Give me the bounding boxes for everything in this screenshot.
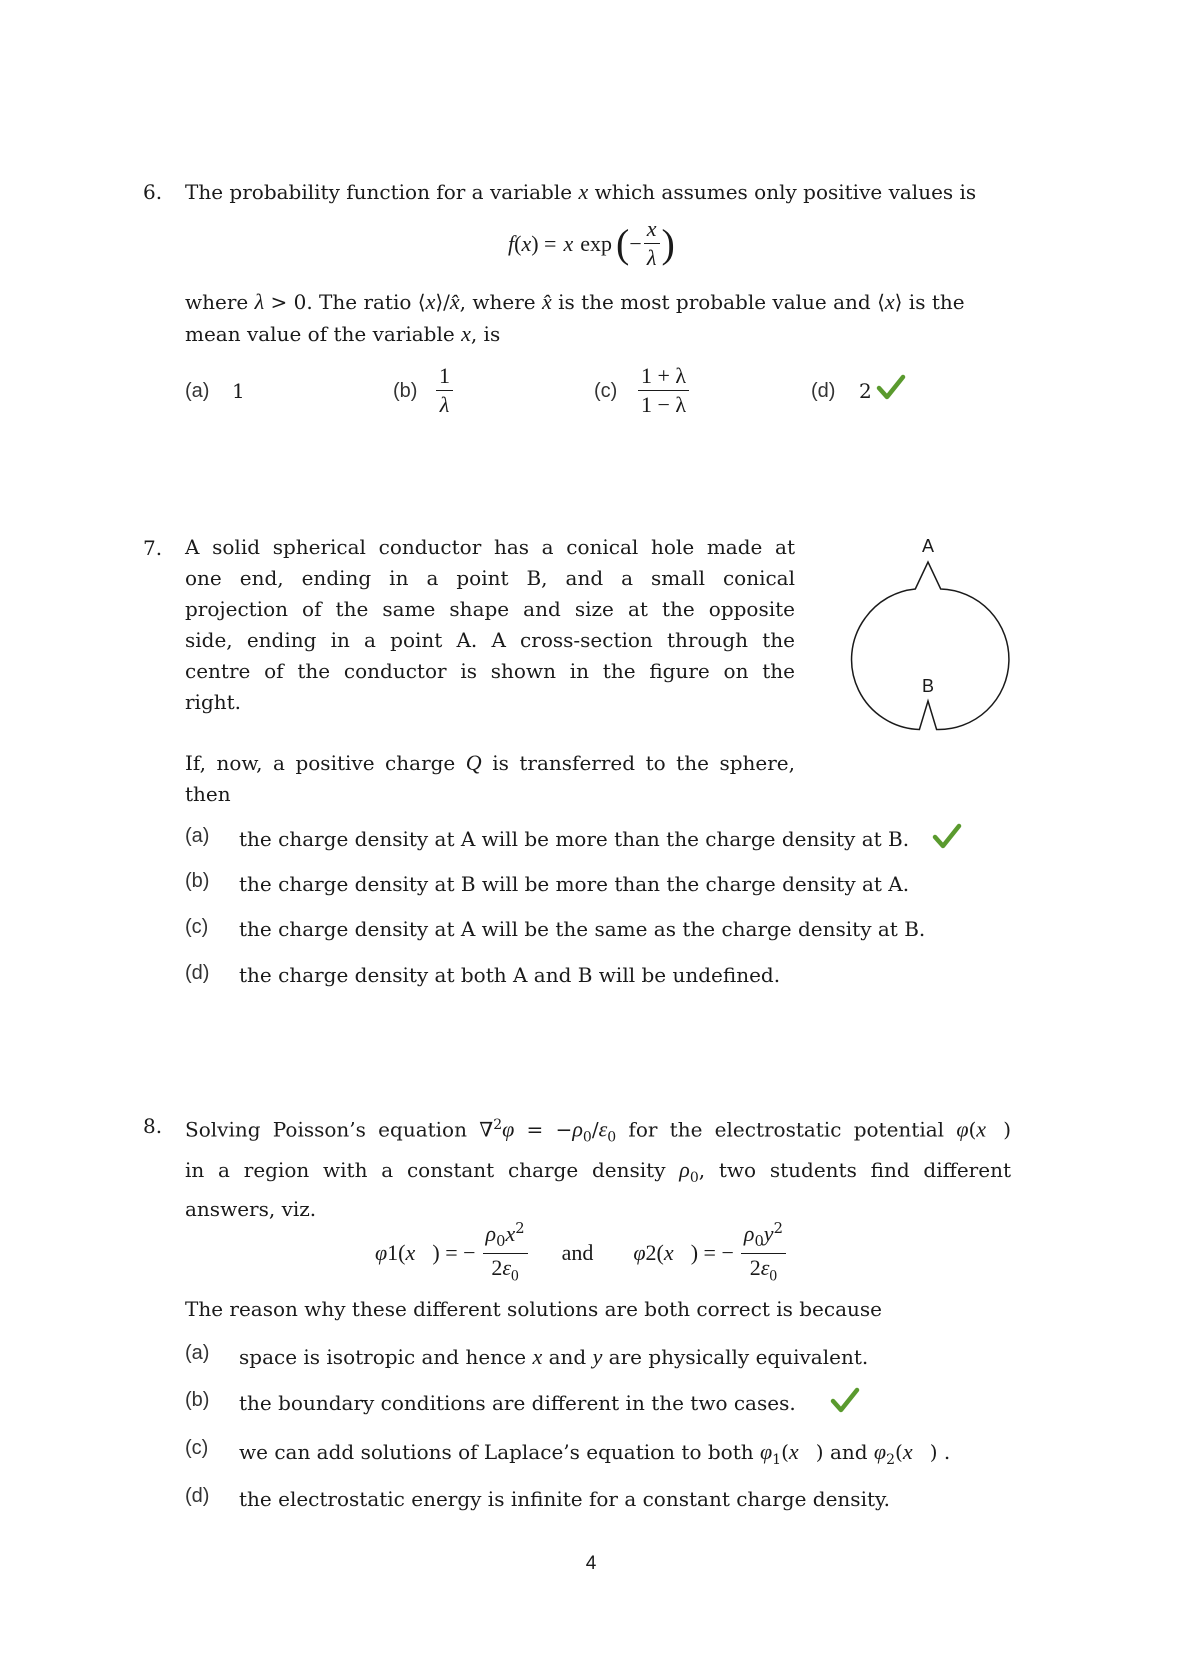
option-text: 1 — [232, 379, 245, 403]
question-number: 8. — [143, 1114, 163, 1138]
option-fraction: $\frac{1 + \lambda}{1 - \lambda}$ — [638, 365, 689, 416]
option-fraction: $\frac{1}{\lambda}$ — [436, 365, 453, 416]
option-text: space is isotropic and hence x and y are physically equivalent. — [239, 1344, 869, 1369]
check-mark-icon — [830, 1387, 860, 1413]
option-text: the charge density at A will be the same as the charge density at B. — [239, 917, 926, 941]
option-label: (b) — [393, 380, 418, 402]
question-stem: A solid spherical conductor has a conical hole made at one end, ending in a point B, and a small conical projection of the same shape and size at the opposite side, ending in a point A. A cross-section through the centre of the conductor is shown in the figure on the right. — [185, 535, 795, 714]
probability-equation: f ( x ) = x exp ( − $\frac{x}{\lambda}$ ) — [508, 216, 675, 270]
option-text: the electrostatic energy is infinite for a constant charge density. — [239, 1487, 890, 1511]
option-text: the charge density at B will be more than the charge density at A. — [239, 872, 910, 896]
option-label: (d) — [811, 380, 836, 402]
option-label: (c) — [185, 916, 209, 938]
option-label: (d) — [185, 1485, 210, 1507]
question-number: 6. — [143, 180, 163, 204]
check-mark-icon — [876, 374, 906, 400]
option-text: the charge density at both A and B will be undefined. — [239, 963, 781, 987]
option-label: (c) — [185, 1437, 209, 1459]
solutions-equation: φ 1 ( x⃗ ) = − $\frac{\rho_0x^2}{2\varepsilon_0}$ and φ 2 ( x⃗ ) = − $\frac{\rho_0y^2}{2\varepsilon_0}$ — [375, 1222, 786, 1284]
page-number: 4 — [585, 1553, 597, 1574]
conductor-cross-section-figure — [850, 530, 1010, 740]
question-stem: The probability function for a variable x which assumes only positive values is — [185, 179, 977, 204]
question-stem-2: If, now, a positive charge Q is transferred to the sphere, then — [185, 750, 795, 806]
question-stem-2: where λ > 0. The ratio ⟨x⟩/x̂, where x̂ is the most probable value and ⟨x⟩ is the mean value of the variable x, is — [185, 289, 965, 346]
option-text: 2 — [859, 379, 872, 403]
question-number: 7. — [143, 536, 163, 560]
option-label: (b) — [185, 870, 210, 892]
option-text: the boundary conditions are different in the two cases. — [239, 1391, 796, 1415]
option-label: (b) — [185, 1389, 210, 1411]
option-label: (a) — [185, 380, 210, 402]
reason-text: The reason why these different solutions are both correct is because — [185, 1297, 882, 1321]
option-text: the charge density at A will be more than the charge density at B. — [239, 827, 910, 851]
figure-label-b: B — [921, 676, 935, 696]
check-mark-icon — [932, 823, 962, 849]
option-label: (a) — [185, 825, 210, 847]
and-word: and — [561, 1239, 594, 1265]
option-label: (d) — [185, 962, 210, 984]
option-label: (a) — [185, 1342, 210, 1364]
figure-label-a: A — [921, 536, 935, 556]
option-text: we can add solutions of Laplace’s equation to both $\varphi_1(x⃗)$ and $\varphi_2(x⃗)$ . — [239, 1439, 951, 1468]
option-label: (c) — [594, 380, 618, 402]
question-stem: Solving Poisson’s equation $\nabla^2\varphi = -\rho_0/\varepsilon_0$ for the electrostatic potential φ(x⃗) in a region with a constant charge density $\rho_0$, two students find different answers, viz. — [185, 1116, 1011, 1221]
